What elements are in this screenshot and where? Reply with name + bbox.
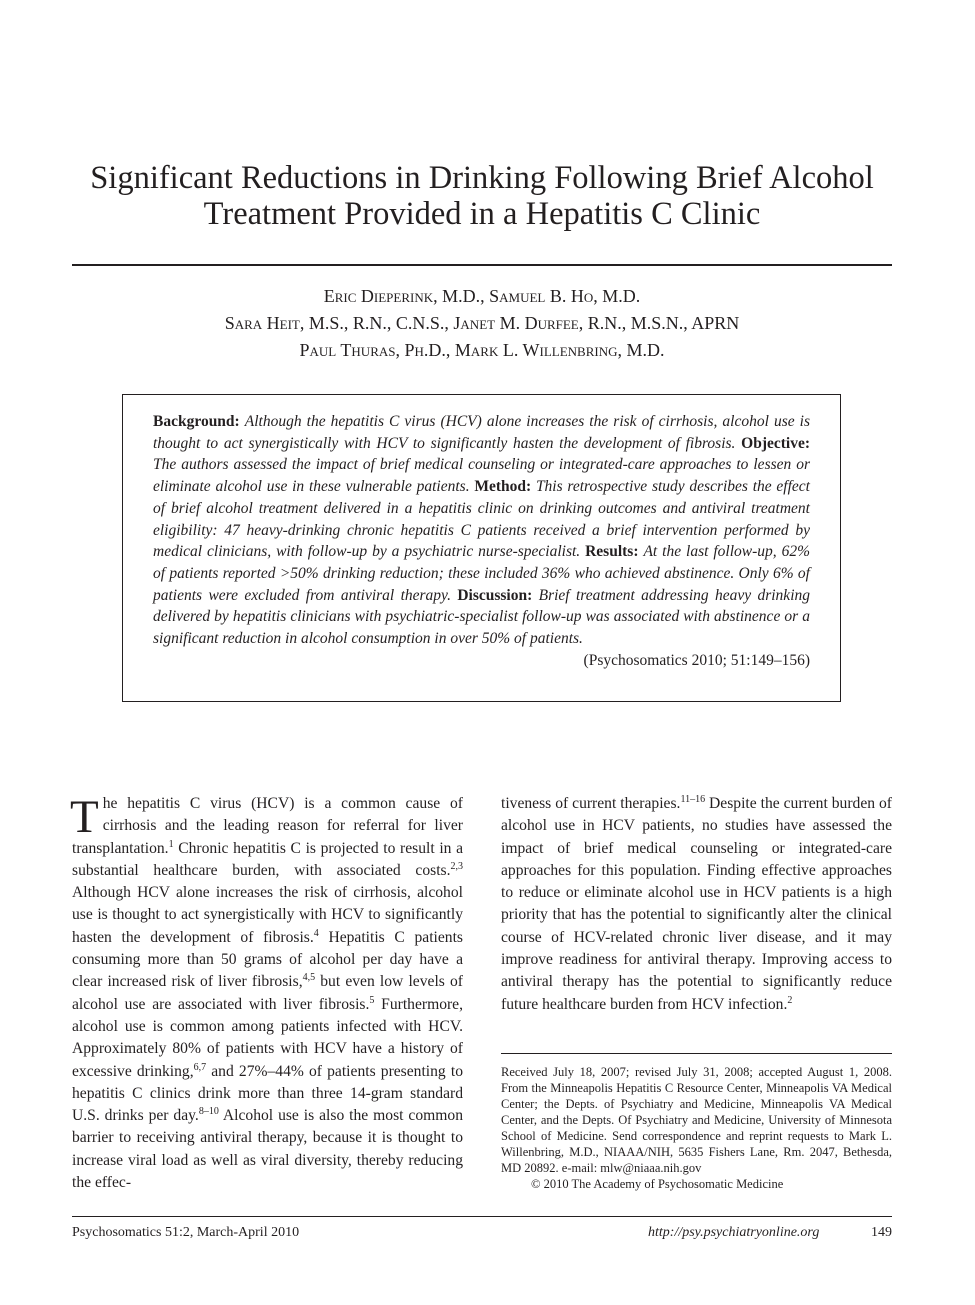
- reference-marker[interactable]: 8–10: [198, 1106, 219, 1118]
- reference-marker[interactable]: 6,7: [193, 1061, 207, 1073]
- reference-marker[interactable]: 4,5: [302, 972, 316, 984]
- abstract-method-label: Method:: [474, 478, 532, 496]
- reference-marker[interactable]: 4: [313, 927, 319, 939]
- reference-marker[interactable]: 11–16: [680, 794, 706, 805]
- received-info: Received July 18, 2007; revised July 31, 2008; accepted August 1, 2008. From the Minneapolis Hepatitis C Resource Center, Minneapolis VA Medical Center; the Depts. of Psychiatry and Medicine, Minneapolis VA Medical Center, and the Depts. Of Psychiatry and Medicine, University of Minnesota School of Medicine. Send correspondence and reprint requests to Mark L. Willenbring, M.D., NIAAA/NIH, 5635 Fishers Lane, Rm. 2047, Bethesda, MD 20892. e-mail: mlw@niaaa.nih.gov: [501, 1065, 892, 1175]
- reference-marker[interactable]: 1: [168, 838, 174, 850]
- abstract-background-label: Background:: [153, 413, 240, 430]
- body-text-run: tiveness of current therapies.: [501, 795, 681, 812]
- abstract-background-text: Although the hepatitis C virus (HCV) alone increases the risk of cirrhosis, alcohol use is thought to act synergistically with HCV to significantly hasten the development of fibrosis.: [153, 413, 811, 452]
- title-rule: [72, 264, 892, 266]
- title-line-2: Treatment Provided in a Hepatitis C Clinic: [203, 196, 761, 232]
- abstract-objective-text: The authors assessed the impact of brief medical counseling or integrated-care approaches to lessen or eliminate alcohol use in these vulnerable patients.: [153, 456, 810, 496]
- reference-marker[interactable]: 2,3: [450, 860, 463, 872]
- reference-marker[interactable]: 5: [369, 994, 375, 1006]
- body-text-run: Chronic hepatitis C is projected to result in a substantial healthcare burden, with associated costs.: [72, 839, 463, 879]
- footer-url-link[interactable]: http://psy.psychiatryonline.org: [648, 1225, 820, 1240]
- author-line: Sara Heit, M.S., R.N., C.N.S., Janet M. Durfee, R.N., M.S.N., APRN: [224, 313, 740, 333]
- abstract-citation: (Psychosomatics 2010; 51:149–156): [583, 651, 810, 669]
- body-column-left: [72, 793, 463, 1194]
- reference-marker[interactable]: 2: [787, 994, 793, 1006]
- body-text-run: Furthermore, alcohol use is common among patients infected with HCV. Approximately 80% of patients with HCV have a history of excessive drinking,: [72, 995, 464, 1080]
- footnote-rule: [501, 1053, 892, 1054]
- abstract-discussion-text: Brief treatment addressing heavy drinking delivered by hepatitis clinicians with psychiatric-specialist follow-up was associated with abstinence or a significant reduction in alcohol consumption in over 50% of patients.: [153, 586, 810, 648]
- footer-rule: [72, 1216, 892, 1217]
- author-line: Eric Dieperink, M.D., Samuel B. Ho, M.D.: [323, 286, 641, 306]
- title-line-1: Significant Reductions in Drinking Following Brief Alcohol: [90, 160, 874, 196]
- body-text-run: Alcohol use is also the most common barrier to receiving antiviral therapy, because it is thought to increase viral load as well as viral diversity, thereby reducing the effec-: [72, 1107, 463, 1192]
- abstract-discussion-label: Discussion:: [457, 586, 533, 604]
- abstract-objective-label: Objective:: [741, 434, 811, 452]
- body-text-run: Despite the current burden of alcohol use in HCV patients, no studies have assessed the impact of brief medical counseling or integrated-care approaches for this population. Finding effective approaches to reduce or eliminate alcohol use in HCV patients is a high priority that has the potential to significantly alter the clinical course of HCV-related chronic liver disease, and it may improve readiness for antiviral therapy. Improving access to antiviral therapy has the potential to significantly reduce future healthcare burden from HCV infection.: [501, 795, 892, 1013]
- author-list: [72, 283, 892, 364]
- body-paragraph: [501, 793, 892, 1016]
- page-number: 149: [871, 1225, 892, 1240]
- body-paragraph: [72, 793, 463, 1194]
- abstract-box: [122, 394, 841, 702]
- article-title: [72, 160, 892, 232]
- body-text-run: he hepatitis C virus (HCV) is a common cause of cirrhosis and the leading reason for referral for liver transplantation.: [72, 795, 463, 857]
- footer-journal: Psychosomatics 51:2, March-April 2010: [72, 1225, 300, 1240]
- abstract-results-text: At the last follow-up, 62% of patients reported >50% drinking reduction; these included 36% who achieved abstinence. Only 6% of patients were excluded from antiviral therapy.: [153, 543, 810, 604]
- body-text-run: but even low levels of alcohol use are associated with liver fibrosis.: [72, 973, 463, 1013]
- body-text-run: and 27%–44% of patients presenting to hepatitis C clinics drink more than three 14-gram standard U.S. drinks per day.: [72, 1062, 463, 1125]
- body-text-run: Although HCV alone increases the risk of cirrhosis, alcohol use is thought to act synergistically with HCV to significantly hasten the development of fibrosis.: [72, 884, 463, 946]
- article-footnote: [501, 1064, 892, 1192]
- body-text-run: Hepatitis C patients consuming more than 50 grams of alcohol per day have a clear increased risk of liver fibrosis,: [72, 928, 463, 991]
- body-column-right: [501, 793, 892, 1016]
- abstract-results-label: Results:: [585, 543, 639, 561]
- copyright-notice: © 2010 The Academy of Psychosomatic Medicine: [531, 1177, 784, 1191]
- author-line: Paul Thuras, Ph.D., Mark L. Willenbring, M.D.: [299, 340, 665, 360]
- abstract-method-text: This retrospective study describes the effect of brief alcohol treatment delivered in a hepatitis clinic on drinking outcomes and antiviral treatment eligibility: 47 heavy-drinking chronic hepatitis C patients received a brief intervention performed by medical clinicians, with follow-up by a psychiatric nurse-specialist.: [153, 478, 810, 561]
- drop-cap: T: [70, 791, 99, 843]
